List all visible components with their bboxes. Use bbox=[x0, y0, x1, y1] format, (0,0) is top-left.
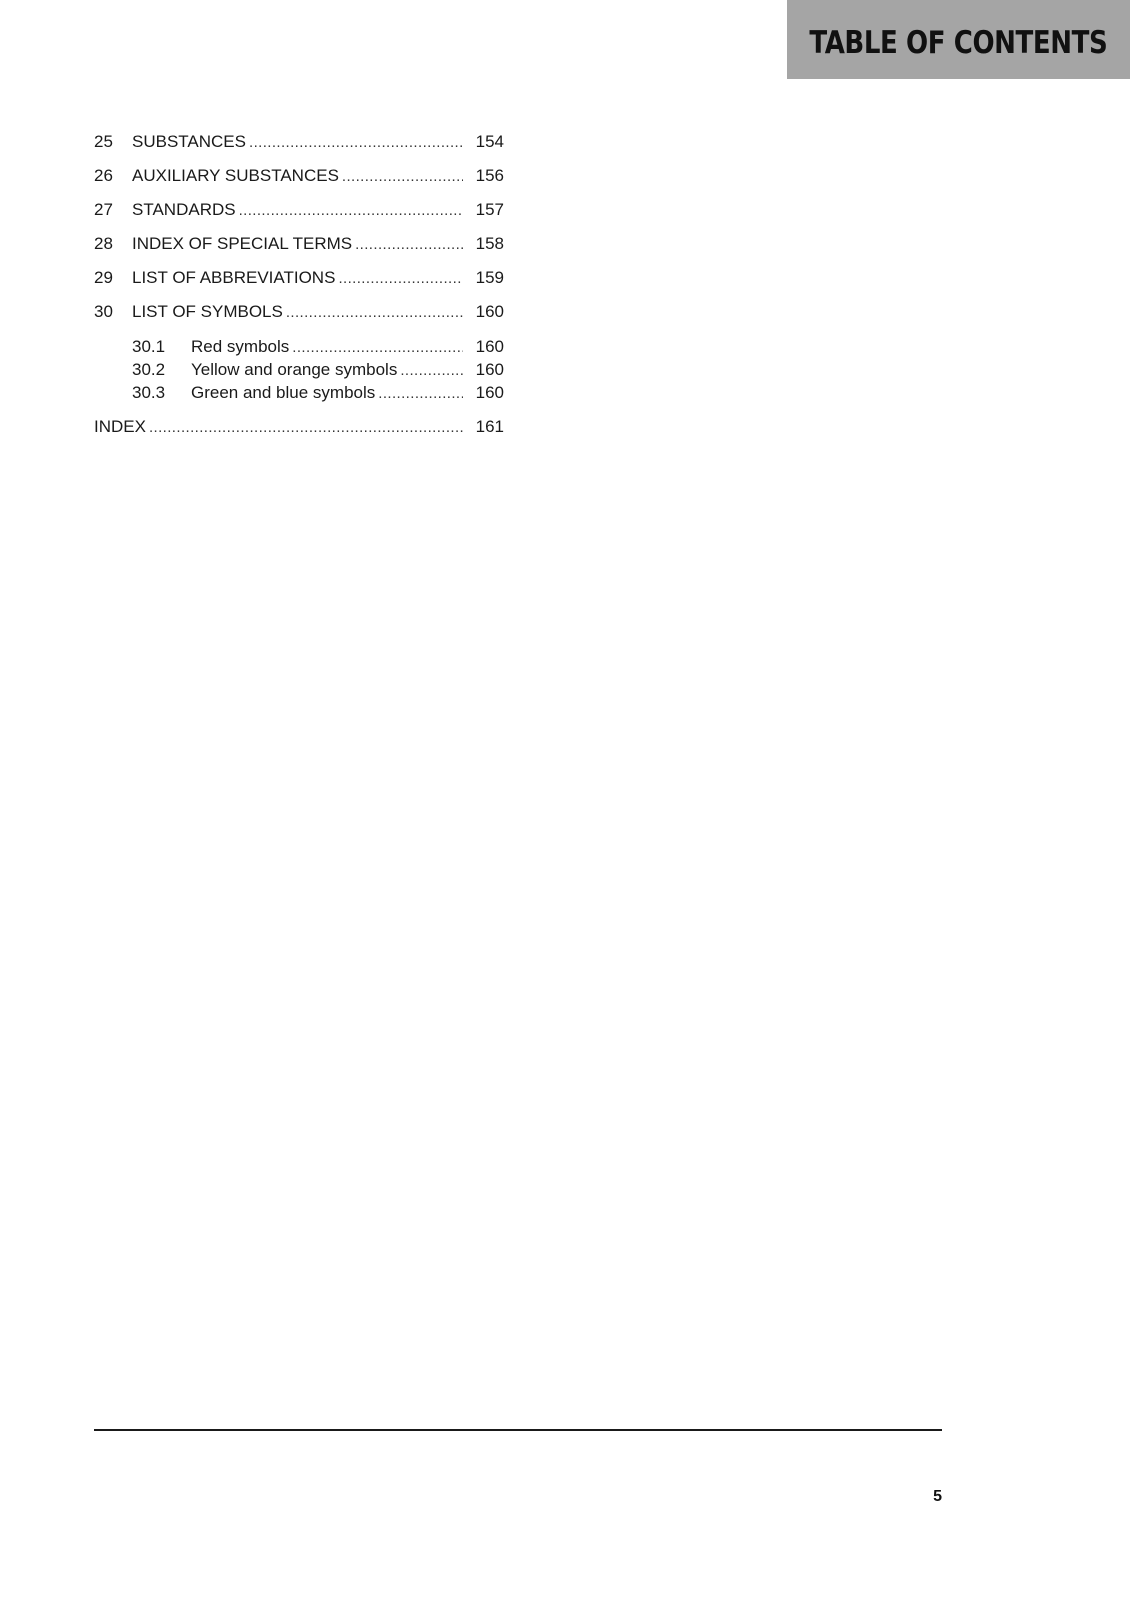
toc-entry-title: SUBSTANCES bbox=[132, 132, 246, 151]
toc-entry-page: 160 bbox=[475, 337, 504, 356]
toc-entry-number: 30.3 bbox=[132, 383, 166, 402]
toc-entry-title: Red symbols bbox=[191, 337, 290, 356]
dot-leader bbox=[286, 302, 463, 324]
dot-leader bbox=[338, 268, 463, 290]
toc-entry-number: 25 bbox=[94, 132, 113, 151]
toc-entry-title: STANDARDS bbox=[132, 200, 236, 219]
toc-entry-page: 159 bbox=[475, 268, 504, 287]
toc-entry-title: AUXILIARY SUBSTANCES bbox=[132, 166, 339, 185]
toc-entry-number: 26 bbox=[94, 166, 113, 185]
dot-leader bbox=[342, 166, 463, 188]
toc-entry-standards[interactable] bbox=[94, 199, 504, 221]
toc-entry-title: Green and blue symbols bbox=[191, 383, 376, 402]
toc-entry-title: INDEX bbox=[94, 417, 146, 436]
toc-entry-index-of-special-terms[interactable] bbox=[94, 233, 504, 255]
page-number: 5 bbox=[933, 1488, 942, 1505]
toc-entry-auxiliary-substances[interactable] bbox=[94, 165, 504, 187]
toc-entry-list-of-abbreviations[interactable] bbox=[94, 267, 504, 289]
dot-leader bbox=[149, 417, 463, 439]
toc-entry-substances[interactable] bbox=[94, 131, 504, 153]
toc-entry-number: 30 bbox=[94, 302, 113, 321]
toc-entry-title: LIST OF SYMBOLS bbox=[132, 302, 283, 321]
toc-entry-list-of-symbols[interactable] bbox=[94, 301, 504, 323]
dot-leader bbox=[355, 234, 463, 256]
toc-entry-page: 160 bbox=[475, 302, 504, 321]
toc-entry-index[interactable] bbox=[94, 416, 504, 438]
toc-entry-number: 28 bbox=[94, 234, 113, 253]
toc-entry-page: 160 bbox=[475, 360, 504, 379]
dot-leader bbox=[378, 383, 463, 405]
toc-entry-number: 27 bbox=[94, 200, 113, 219]
toc-entry-number: 29 bbox=[94, 268, 113, 287]
section-title: TABLE OF CONTENTS bbox=[809, 24, 1108, 61]
toc-entry-title: Yellow and orange symbols bbox=[191, 360, 398, 379]
toc-entry-page: 156 bbox=[475, 166, 504, 185]
dot-leader bbox=[249, 132, 463, 154]
toc-subentry-yellow-and-orange-symbols[interactable] bbox=[132, 359, 504, 381]
toc-entry-page: 161 bbox=[475, 417, 504, 436]
toc-entry-page: 160 bbox=[475, 383, 504, 402]
toc-entry-number: 30.1 bbox=[132, 337, 166, 356]
dot-leader bbox=[400, 360, 463, 382]
toc-entry-page: 158 bbox=[475, 234, 504, 253]
toc-entry-page: 154 bbox=[475, 132, 504, 151]
toc-entry-number: 30.2 bbox=[132, 360, 166, 379]
section-header-tab bbox=[787, 0, 1130, 79]
toc-entry-title: LIST OF ABBREVIATIONS bbox=[132, 268, 336, 287]
toc-entry-title: INDEX OF SPECIAL TERMS bbox=[132, 234, 353, 253]
footer-divider bbox=[94, 1429, 942, 1431]
dot-leader bbox=[239, 200, 463, 222]
toc-entry-page: 157 bbox=[475, 200, 504, 219]
toc-subentry-green-and-blue-symbols[interactable] bbox=[132, 382, 504, 404]
toc-subentry-red-symbols[interactable] bbox=[132, 336, 504, 358]
dot-leader bbox=[292, 337, 463, 359]
